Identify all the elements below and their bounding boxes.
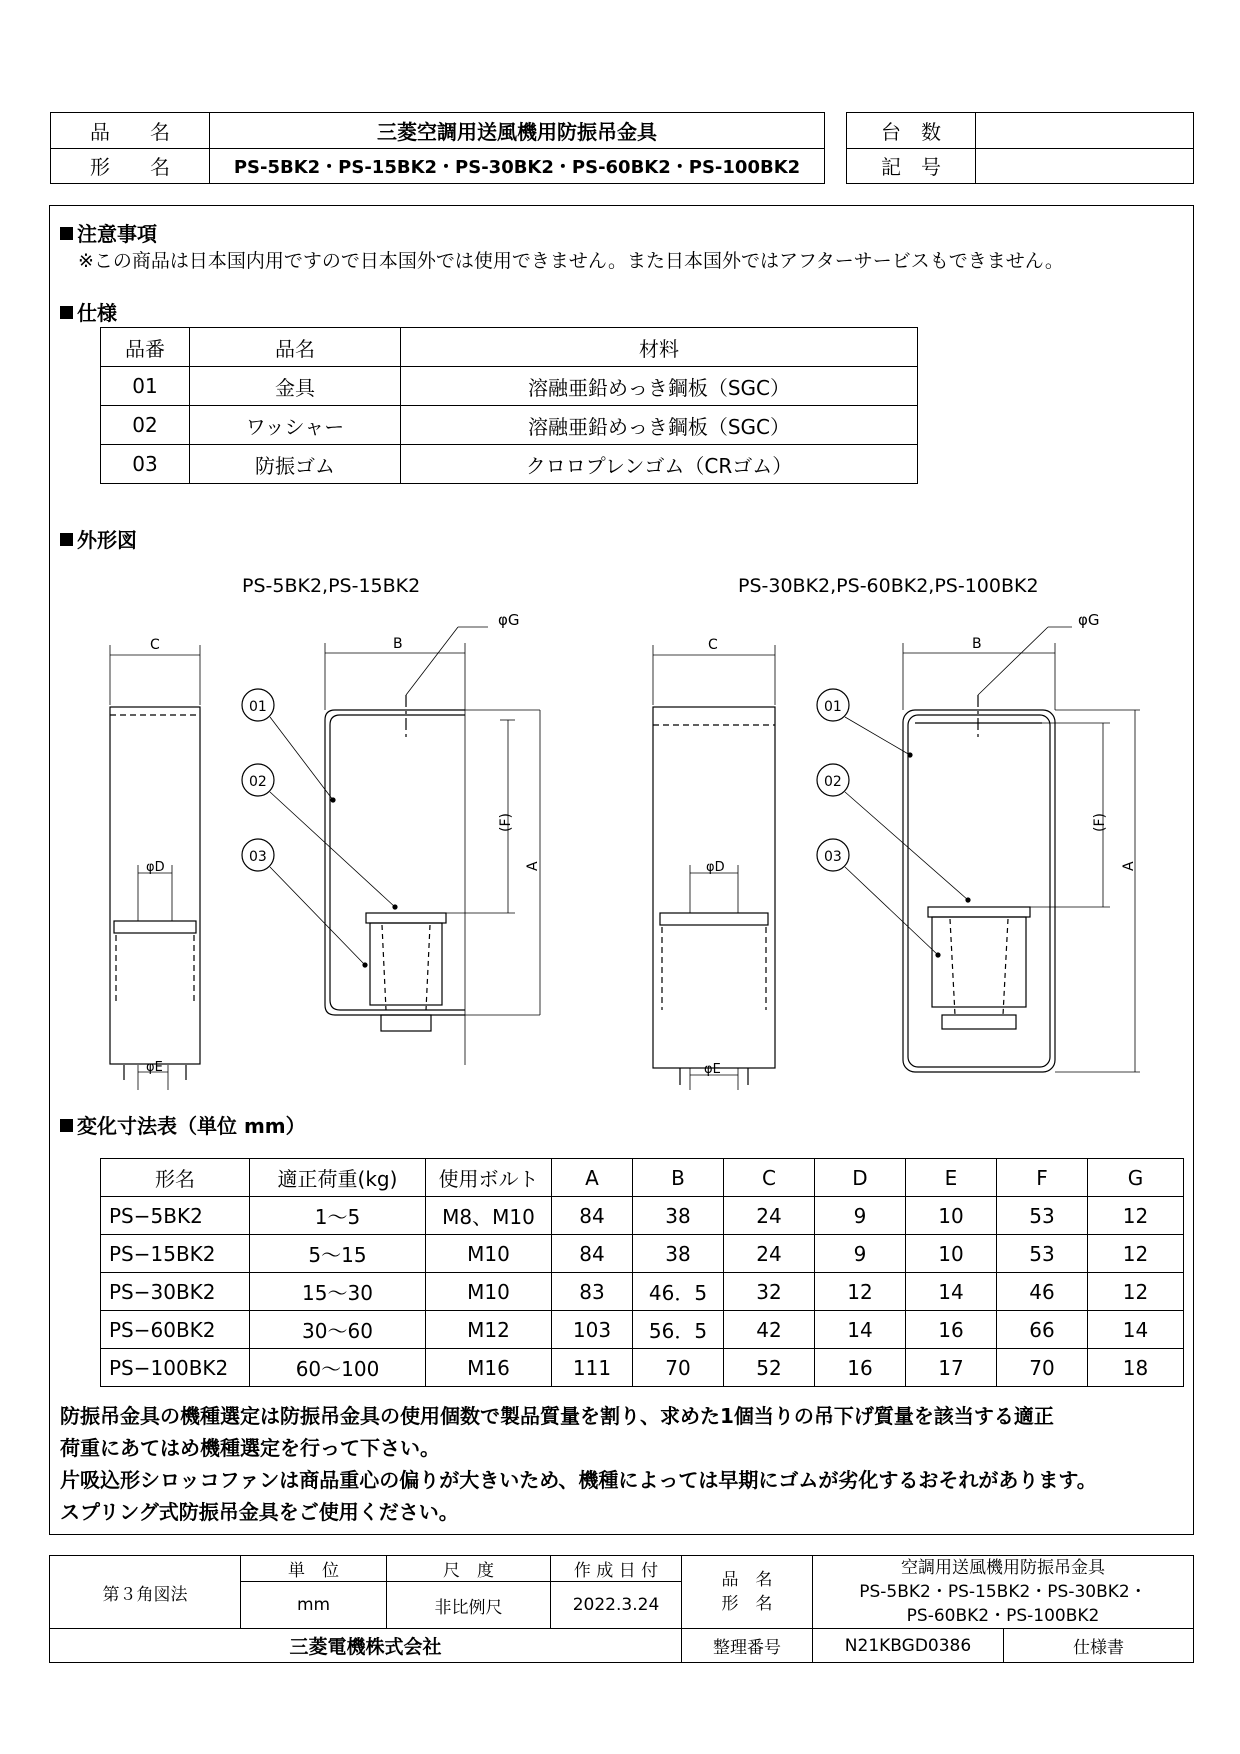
table-header-row [101, 1159, 1184, 1197]
unit-label: 単 位 [241, 1556, 387, 1582]
table-row [101, 1349, 1184, 1387]
column-header: 品番 [101, 328, 190, 367]
table-cell: 10 [906, 1197, 997, 1235]
title-block-name [813, 1556, 1194, 1629]
dimensions-heading-text: 変化寸法表（単位 mm） [77, 1114, 306, 1138]
table-cell: 53 [997, 1235, 1088, 1273]
drawing-heading [60, 524, 137, 553]
notes-text: ※この商品は日本国内用ですので日本国外では使用できません。また日本国外ではアフターサービスもできません。 [78, 250, 1064, 272]
table-cell: 16 [815, 1349, 906, 1387]
unit-value: mm [241, 1582, 387, 1629]
notes-heading-text: 注意事項 [77, 222, 157, 246]
balloon-01: 01 [824, 699, 842, 715]
table-cell: 46．5 [633, 1273, 724, 1311]
left-side-view [110, 637, 200, 1090]
table-cell: 70 [997, 1349, 1088, 1387]
column-header: D [815, 1159, 906, 1197]
date-value: 2022.3.24 [551, 1582, 682, 1629]
ref-label: 整理番号 [682, 1629, 813, 1663]
balloon-02: 02 [249, 774, 267, 790]
dim-label-f: (F) [498, 813, 514, 832]
company-name: 三菱電機株式会社 [50, 1629, 682, 1663]
dim-label-b: B [972, 636, 982, 652]
table-cell: 60〜100 [250, 1349, 426, 1387]
table-row [101, 445, 918, 484]
dim-label-a: A [1121, 861, 1137, 871]
product-name: 三菱空調用送風機用防振吊金具 [210, 113, 825, 149]
remark-line: スプリング式防振吊金具をご使用ください。 [60, 1500, 459, 1524]
table-cell: 17 [906, 1349, 997, 1387]
column-header: E [906, 1159, 997, 1197]
remarks [60, 1400, 1097, 1528]
doc-type: 仕様書 [1004, 1629, 1194, 1663]
table-cell: 5〜15 [250, 1235, 426, 1273]
table-cell: 103 [552, 1311, 633, 1349]
column-header: 品名 [190, 328, 401, 367]
table-cell: 53 [997, 1197, 1088, 1235]
header-table [50, 112, 825, 184]
spec-heading [60, 297, 117, 326]
table-cell: 38 [633, 1197, 724, 1235]
table-cell: 66 [997, 1311, 1088, 1349]
table-row [101, 1235, 1184, 1273]
model-name: PS-5BK2・PS-15BK2・PS-30BK2・PS-60BK2・PS-100BK2 [210, 148, 825, 184]
column-header: 材料 [401, 328, 918, 367]
table-cell: 9 [815, 1235, 906, 1273]
table-cell: PS−30BK2 [101, 1273, 250, 1311]
bullet-square-icon [60, 1119, 73, 1132]
table-cell: ワッシャー [190, 406, 401, 445]
dim-label-g: φG [1078, 611, 1100, 629]
left-drawing-title: PS-5BK2,PS-15BK2 [242, 575, 421, 597]
table-cell: PS−5BK2 [101, 1197, 250, 1235]
bullet-square-icon [60, 306, 73, 319]
remark-line: 片吸込形シロッコファンは商品重心の偏りが大きいため、機種によっては早期にゴムが劣化するおそれがあります。 [60, 1468, 1097, 1492]
dim-label-e: φE [704, 1062, 721, 1077]
column-header: B [633, 1159, 724, 1197]
quantity-value [976, 113, 1194, 149]
drawing-heading-text: 外形図 [77, 528, 137, 552]
table-cell: 56．5 [633, 1311, 724, 1349]
remark-line: 荷重にあてはめ機種選定を行って下さい。 [60, 1436, 440, 1460]
table-cell: 111 [552, 1349, 633, 1387]
ref-value: N21KBGD0386 [813, 1629, 1004, 1663]
scale-label: 尺 度 [387, 1556, 551, 1582]
balloon-01: 01 [249, 699, 267, 715]
table-cell: 03 [101, 445, 190, 484]
table-cell: M10 [426, 1235, 552, 1273]
table-cell: PS−60BK2 [101, 1311, 250, 1349]
column-header: F [997, 1159, 1088, 1197]
model-label: 形 名 [51, 148, 210, 184]
dim-label-g: φG [498, 611, 520, 629]
quantity-table [846, 112, 1194, 184]
title-block [49, 1555, 1194, 1663]
dim-label-b: B [393, 636, 403, 652]
name-label: 品 名 [721, 1570, 773, 1590]
title-line: PS-60BK2・PS-100BK2 [906, 1606, 1100, 1626]
table-cell: 52 [724, 1349, 815, 1387]
table-cell: PS−100BK2 [101, 1349, 250, 1387]
spec-table [100, 327, 918, 484]
table-row [101, 1197, 1184, 1235]
product-name-label: 品 名 [51, 113, 210, 149]
table-cell: 84 [552, 1197, 633, 1235]
table-header-row [101, 328, 918, 367]
table-cell: 12 [1088, 1273, 1184, 1311]
table-cell: 70 [633, 1349, 724, 1387]
outline-drawing [0, 565, 1240, 1090]
table-cell: 30〜60 [250, 1311, 426, 1349]
spec-heading-text: 仕様 [77, 301, 117, 325]
dim-label-f: (F) [1092, 813, 1108, 832]
table-cell: クロロプレンゴム（CRゴム） [401, 445, 918, 484]
left-front-view [242, 611, 541, 1065]
table-cell: 24 [724, 1197, 815, 1235]
dimensions-table [100, 1158, 1184, 1387]
table-cell: 10 [906, 1235, 997, 1273]
table-cell: 1〜5 [250, 1197, 426, 1235]
table-cell: 9 [815, 1197, 906, 1235]
table-row [101, 406, 918, 445]
table-cell: 32 [724, 1273, 815, 1311]
table-cell: 02 [101, 406, 190, 445]
column-header: 形名 [101, 1159, 250, 1197]
projection-method: 第３角図法 [50, 1556, 241, 1629]
table-cell: M16 [426, 1349, 552, 1387]
bullet-square-icon [60, 533, 73, 546]
balloon-03: 03 [824, 849, 842, 865]
table-cell: 12 [1088, 1235, 1184, 1273]
name-labels [682, 1556, 813, 1629]
table-cell: 14 [906, 1273, 997, 1311]
mark-value [976, 148, 1194, 184]
balloon-02: 02 [824, 774, 842, 790]
right-side-view [653, 637, 775, 1090]
dim-label-d: φD [146, 860, 165, 875]
table-cell: 83 [552, 1273, 633, 1311]
table-cell: M8、M10 [426, 1197, 552, 1235]
table-cell: M10 [426, 1273, 552, 1311]
right-front-view [817, 611, 1140, 1072]
table-cell: 24 [724, 1235, 815, 1273]
table-cell: 42 [724, 1311, 815, 1349]
dim-label-e: φE [146, 1060, 163, 1075]
notes-heading [60, 218, 157, 247]
table-cell: 18 [1088, 1349, 1184, 1387]
table-cell: 38 [633, 1235, 724, 1273]
balloon-03: 03 [249, 849, 267, 865]
dim-label-d: φD [706, 860, 725, 875]
table-cell: 溶融亜鉛めっき鋼板（SGC） [401, 406, 918, 445]
column-header: G [1088, 1159, 1184, 1197]
table-cell: 12 [815, 1273, 906, 1311]
table-cell: 16 [906, 1311, 997, 1349]
table-cell: M12 [426, 1311, 552, 1349]
table-cell: 12 [1088, 1197, 1184, 1235]
table-cell: 46 [997, 1273, 1088, 1311]
table-cell: 14 [815, 1311, 906, 1349]
bullet-square-icon [60, 227, 73, 240]
title-line: PS-5BK2・PS-15BK2・PS-30BK2・ [859, 1582, 1147, 1602]
dimensions-heading [60, 1110, 306, 1139]
dim-label-c: C [708, 637, 718, 653]
title-line: 空調用送風機用防振吊金具 [901, 1558, 1105, 1578]
column-header: 適正荷重(kg) [250, 1159, 426, 1197]
table-cell: PS−15BK2 [101, 1235, 250, 1273]
column-header: 使用ボルト [426, 1159, 552, 1197]
remark-line: 防振吊金具の機種選定は防振吊金具の使用個数で製品質量を割り、求めた1個当りの吊下げ質量を該当する適正 [60, 1404, 1054, 1428]
table-cell: 金具 [190, 367, 401, 406]
table-cell: 84 [552, 1235, 633, 1273]
model-label: 形 名 [721, 1594, 773, 1614]
dim-label-c: C [150, 637, 160, 653]
table-row [101, 1311, 1184, 1349]
scale-value: 非比例尺 [387, 1582, 551, 1629]
table-row [101, 1273, 1184, 1311]
date-label: 作 成 日 付 [551, 1556, 682, 1582]
table-cell: 防振ゴム [190, 445, 401, 484]
table-cell: 14 [1088, 1311, 1184, 1349]
table-cell: 01 [101, 367, 190, 406]
dim-label-a: A [525, 861, 541, 871]
column-header: C [724, 1159, 815, 1197]
table-row [101, 367, 918, 406]
table-cell: 溶融亜鉛めっき鋼板（SGC） [401, 367, 918, 406]
table-cell: 15〜30 [250, 1273, 426, 1311]
column-header: A [552, 1159, 633, 1197]
right-drawing-title: PS-30BK2,PS-60BK2,PS-100BK2 [738, 575, 1039, 597]
mark-label: 記 号 [847, 148, 976, 184]
quantity-label: 台 数 [847, 113, 976, 149]
